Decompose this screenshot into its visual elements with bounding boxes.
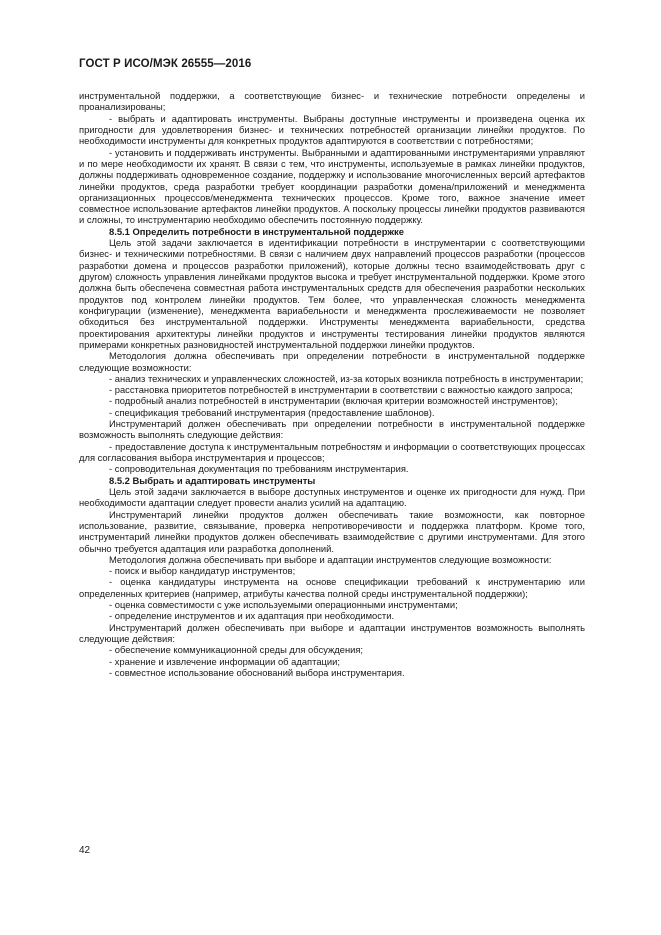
section-heading: 8.5.2 Выбрать и адаптировать инструменты	[109, 474, 316, 486]
paragraph: - оценка совместимости с уже используемыми операционными инструментами;	[109, 599, 458, 611]
paragraph: - сопроводительная документация по требованиям инструментария.	[109, 463, 409, 475]
paragraph: Методология должна обеспечивать при определении потребности в инструментальной поддержке следующие возможности:	[79, 350, 585, 373]
paragraph: - хранение и извлечение информации об адаптации;	[109, 655, 340, 667]
paragraph: Цель этой задачи заключается в выборе доступных инструментов и оценке их пригодности для нужд. При необходимости адаптации следует провести анализ усилий на адаптацию.	[79, 485, 585, 509]
paragraph: Инструментарий должен обеспечивать при выборе и адаптации инструментов возможность выполнять следующие действия:	[79, 621, 585, 644]
paragraph: - предоставление доступа к инструментальным потребностям и информации о соответствующих процессах для согласования выбора инструментария и процессов;	[79, 440, 585, 463]
paragraph: - спецификация требований инструментария (предоставление шаблонов).	[109, 406, 435, 418]
page-body-text	[79, 90, 585, 678]
paragraph: - оценка кандидатуры инструмента на основе спецификации требований к инструментарию или определенных критериев (например, атрибуты качества полной среды инструментальной поддержки);	[79, 576, 585, 599]
paragraph: - установить и поддерживать инструменты. Выбранными и адаптированными инструментариями управляют и по мере необходимости их хранят. В связи с тем, что инструменты, используемые в рамках линейки продуктов, должны поддерживать одновременное создание, поддержку и использование многочисленных версий артефактов линейки продуктов, среда разработки требует координации разработки домена/приложений и менеджмента организационных процессов/менеджмента технических процессов. Кроме того, важное значение имеет совместное использование артефактов линейки продуктов. А поскольку процессы линейки продуктов развиваются и сложны, то инструментарию необходимо обеспечить постоянную поддержку.	[79, 146, 585, 226]
paragraph: - совместное использование обоснований выбора инструментария.	[109, 666, 405, 678]
page-number: 42	[79, 845, 91, 856]
paragraph: Методология должна обеспечивать при выборе и адаптации инструментов следующие возможности:	[109, 553, 552, 565]
paragraph: - анализ технических и управленческих сложностей, из-за которых возникла потребность в инструментарии;	[109, 372, 584, 384]
paragraph: - обеспечение коммуникационной среды для обсуждения;	[109, 644, 364, 656]
document-header: ГОСТ Р ИСО/МЭК 26555—2016	[79, 58, 252, 70]
paragraph: инструментальной поддержки, а соответствующие бизнес- и технические потребности определены и проанализированы;	[79, 90, 585, 113]
paragraph: - подробный анализ потребностей в инструментарии (включая критерии возможностей инструментов);	[109, 395, 558, 407]
paragraph: - выбрать и адаптировать инструменты. Выбраны доступные инструменты и произведена оценка их пригодности для удовлетворения бизнес- и технических потребностей организации линейки продуктов. По необходимости инструменты для конкретных продуктов адаптируются в соответствии с потребностями;	[79, 112, 585, 147]
paragraph: - поиск и выбор кандидатур инструментов;	[109, 565, 296, 577]
paragraph: - определение инструментов и их адаптация при необходимости.	[109, 610, 395, 622]
paragraph: Инструментарий линейки продуктов должен обеспечивать такие возможности, как повторное использование, развитие, связывание, проверка непротиворечивости и поддержка платформ. Кроме того, инструментарий линейки продуктов должен обеспечивать взаимодействие с другими инструментами. Для этого обычно требуется адаптация или разработка дополнений.	[79, 508, 585, 554]
paragraph: Цель этой задачи заключается в идентификации потребности в инструментарии с соответствующими бизнес- и техническими потребностями. В связи с наличием двух направлений процессов разработки (процессов разработки домена и процессов разработки приложений), которые должны тесно взаимодействовать друг с другом) сложность управления линейками продуктов высока и требует инструментальной поддержки. Кроме этого должна быть обеспечена совместная работа инструментальных средств для обеспечения разработки нескольких продуктов под контролем линейки продуктов. Тем более, что управленческая сложность менеджмента конфигурации (изменение), менеджмента вариабельности и менеджмента прослеживаемости не позволяет обходиться без инструментальной поддержки. Инструменты менеджмента вариабельности, средства проектирования архитектуры линейки продуктов и инструменты тестирования линейки продуктов являются примерами конкретных разновидностей инструментальной поддержки линейки продуктов.	[79, 237, 585, 350]
paragraph: Инструментарий должен обеспечивать при определении потребности в инструментальной поддержке возможность выполнять следующие действия:	[79, 418, 585, 441]
section-heading: 8.5.1 Определить потребности в инструментальной поддержке	[109, 225, 404, 237]
paragraph: - расстановка приоритетов потребностей в инструментарии в соответствии с важностью каждого запроса;	[109, 384, 573, 396]
